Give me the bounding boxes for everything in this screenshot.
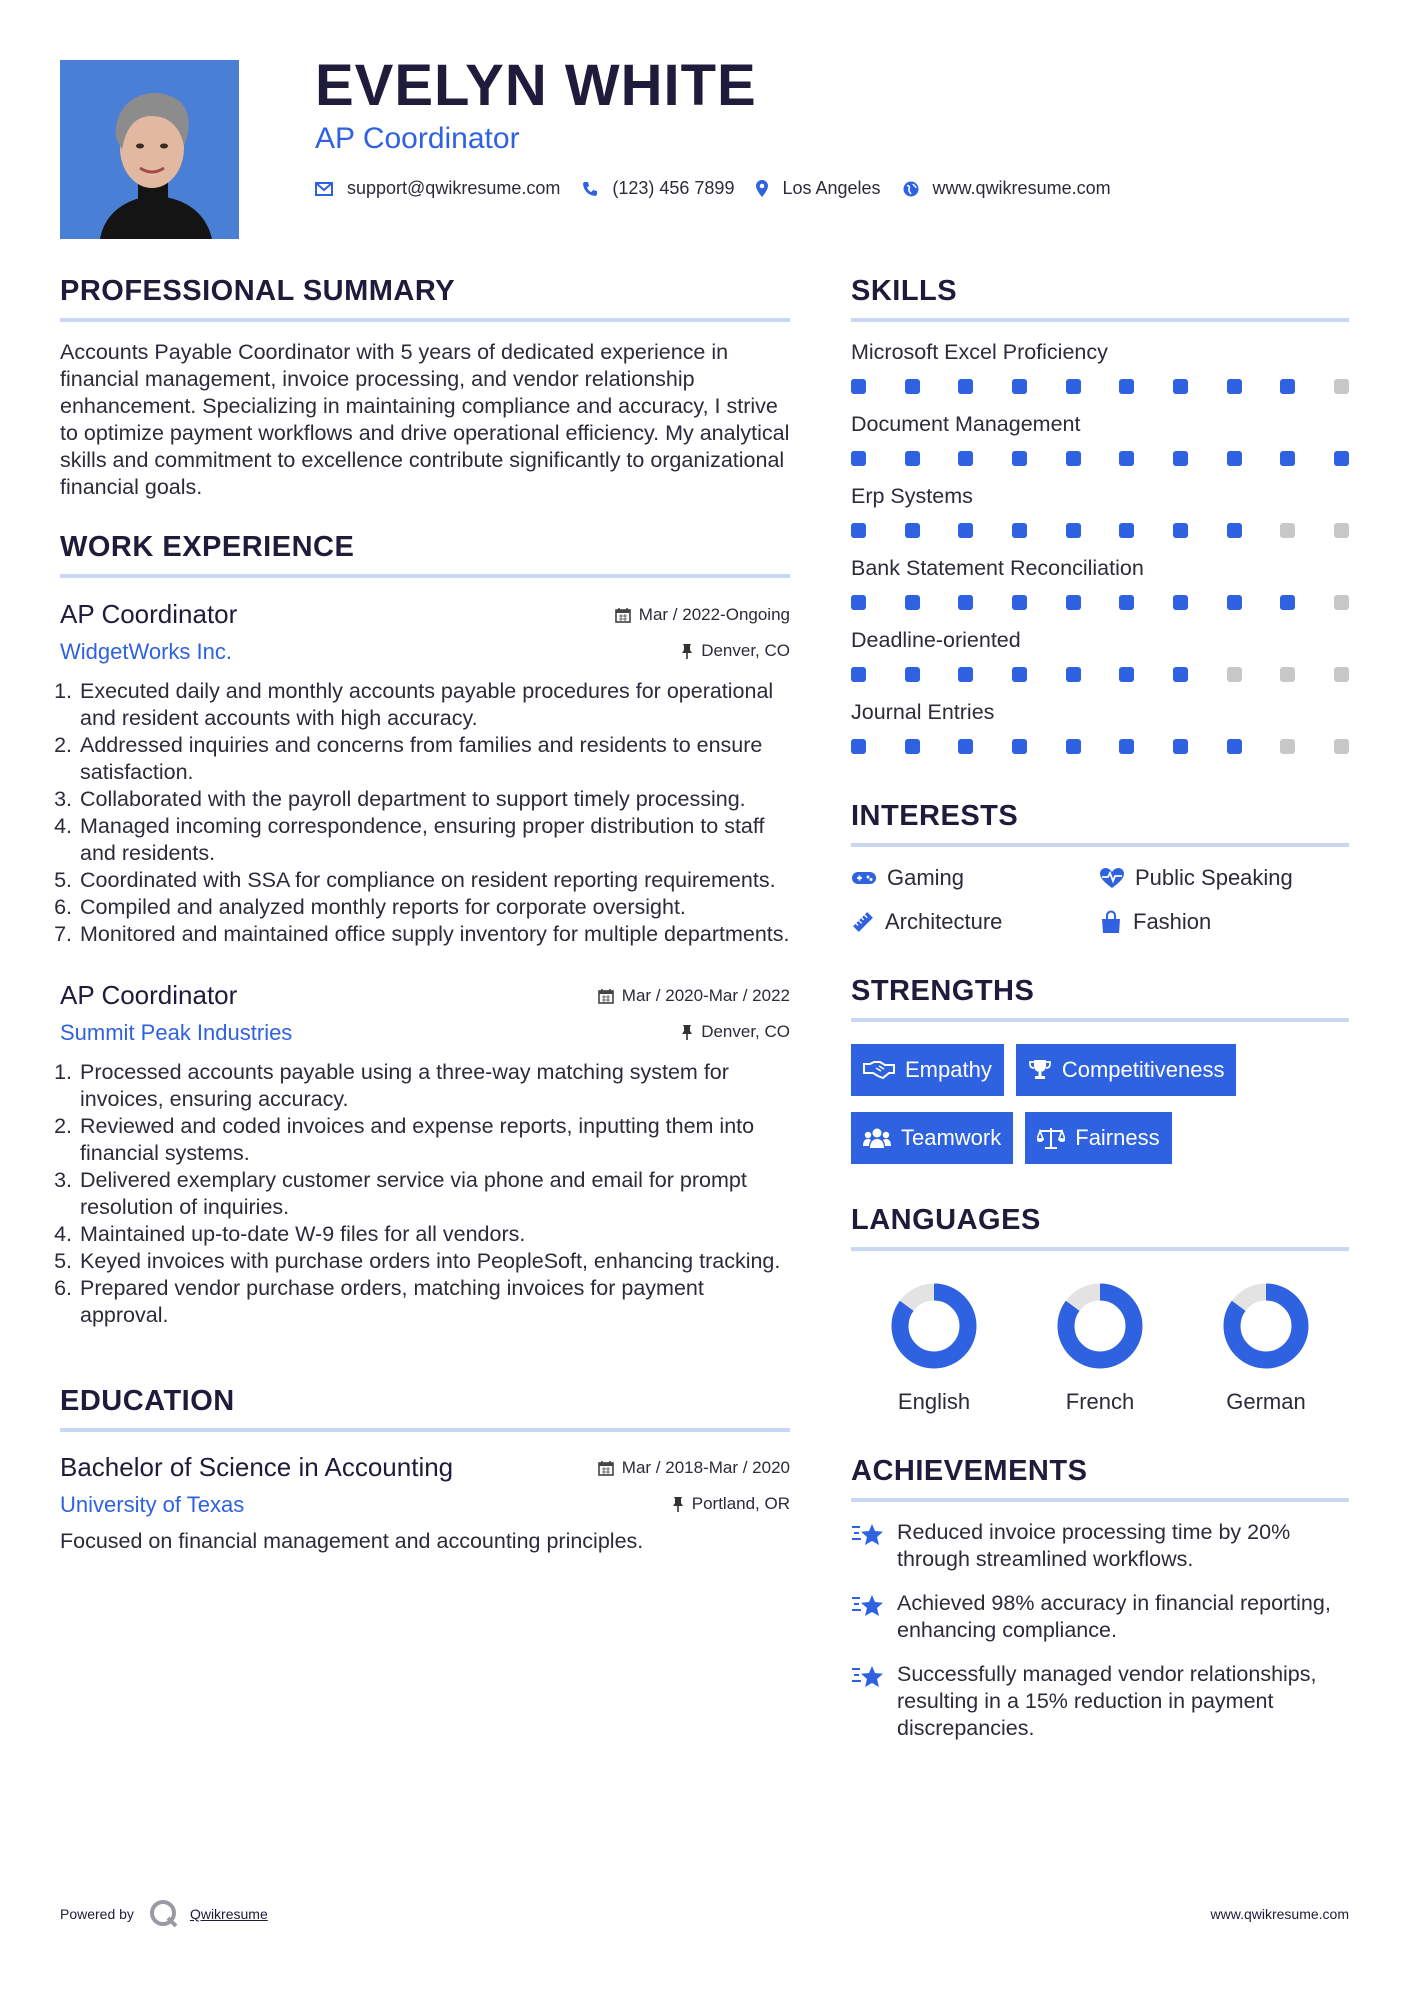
skill-dot-filled [1119,523,1134,538]
summary-text: Accounts Payable Coordinator with 5 years of dedicated experience in financial management, invoice processing, and vendor relationship enhancement. Specializing in maintaining compliance and accuracy, I strive to optimize payment workflows and drive operational efficiency. My analytical skills and commitment to excellence contribute significantly to organizational financial goals. [60,340,790,499]
heartbeat-icon [1099,867,1125,889]
job-title: AP Coordinator [60,599,238,629]
skill-dot-empty [1280,739,1295,754]
skill-dot-filled [1012,523,1027,538]
strengths-heading: STRENGTHS [851,975,1349,1022]
job-location-text: Denver, CO [701,641,790,660]
calendar-icon [615,607,631,623]
job-date [598,986,790,1006]
location-text: Los Angeles [782,178,881,198]
strength-tag [851,1112,1013,1164]
job-location-text: Denver, CO [701,1022,790,1041]
skill-dot-filled [1012,451,1027,466]
strength-label: Fairness [1075,1125,1160,1150]
skill-dot-filled [1173,595,1188,610]
skill-item [851,628,1349,682]
duties-list [60,1059,790,1329]
map-marker-icon [756,180,768,197]
languages-list [851,1281,1349,1415]
skill-dot-filled [1173,739,1188,754]
skill-dot-empty [1334,739,1349,754]
education-entry [60,1452,790,1555]
education-location-text: Portland, OR [691,1494,790,1513]
calendar-icon [598,988,614,1004]
duty-item: 2. Reviewed and coded invoices and expense reports, inputting them into financial systems. [78,1113,790,1167]
language-level-ring [1221,1281,1311,1371]
skill-dot-filled [851,379,866,394]
language-item [851,1281,1017,1415]
skill-name: Document Management [851,412,1081,436]
candidate-name: EVELYN WHITE [315,53,757,118]
strength-tag [1025,1112,1171,1164]
left-column [60,275,790,1555]
duty-item: 4. Maintained up-to-date W-9 files for all vendors. [78,1221,790,1248]
skill-dot-filled [1066,451,1081,466]
education-description: Focused on financial management and accounting principles. [60,1529,644,1553]
achievement-text: Achieved 98% accuracy in financial reporting, enhancing compliance. [897,1591,1331,1642]
duty-item: 1. Executed daily and monthly accounts payable procedures for operational and resident accounts with high accuracy. [78,678,790,732]
skill-dot-filled [1280,379,1295,394]
skill-rating [851,667,1349,682]
experience-heading: WORK EXPERIENCE [60,531,790,578]
strengths-list [851,1044,1349,1164]
skill-dot-filled [905,595,920,610]
achievements-list [851,1519,1349,1742]
skill-dot-filled [1066,739,1081,754]
shooting-star-icon [851,1592,885,1620]
skill-dot-filled [958,379,973,394]
skill-name: Bank Statement Reconciliation [851,556,1144,580]
skill-dot-filled [905,451,920,466]
language-name: German [1226,1389,1306,1414]
job-title: AP Coordinator [60,980,238,1010]
skill-dot-filled [958,667,973,682]
duty-item: 3. Delivered exemplary customer service via phone and email for prompt resolution of inquiries. [78,1167,790,1221]
strength-tag [1016,1044,1237,1096]
skill-dot-filled [1227,739,1242,754]
language-item [1183,1281,1349,1415]
skill-dot-filled [1119,667,1134,682]
ruler-icon [851,910,875,934]
interest-item [1099,909,1349,935]
interests-list [851,865,1349,935]
skill-name: Journal Entries [851,700,995,724]
skill-dot-empty [1280,667,1295,682]
skill-dot-filled [1012,595,1027,610]
job-entry [60,980,790,1329]
summary-heading: PROFESSIONAL SUMMARY [60,275,790,322]
footer-powered-by [60,1898,268,1930]
contact-email[interactable] [315,178,560,199]
language-level-ring [1055,1281,1145,1371]
language-level-ring [889,1281,979,1371]
duty-item: 6. Compiled and analyzed monthly reports for corporate oversight. [78,894,790,921]
skill-dot-filled [851,739,866,754]
skill-dot-filled [851,667,866,682]
education-heading: EDUCATION [60,1385,790,1432]
skill-dot-filled [958,739,973,754]
skill-dot-filled [1119,595,1134,610]
duty-item: 4. Managed incoming correspondence, ensuring proper distribution to staff and residents. [78,813,790,867]
skill-dot-filled [958,523,973,538]
shooting-star-icon [851,1663,885,1691]
right-column [851,275,1349,1742]
skill-dot-filled [1012,667,1027,682]
skill-name: Microsoft Excel Proficiency [851,340,1108,364]
skill-dot-filled [1066,595,1081,610]
shooting-star-icon [851,1521,885,1549]
school-name: University of Texas [60,1492,245,1517]
skill-item [851,484,1349,538]
job-entry [60,599,790,948]
skill-dot-filled [958,451,973,466]
skill-dot-filled [1119,739,1134,754]
achievements-heading: ACHIEVEMENTS [851,1455,1349,1502]
interests-heading: INTERESTS [851,800,1349,847]
interest-item [851,909,1099,935]
skill-name: Deadline-oriented [851,628,1021,652]
users-icon [863,1127,891,1149]
duty-item: 2. Addressed inquiries and concerns from families and residents to ensure satisfaction. [78,732,790,786]
phone-text: (123) 456 7899 [612,178,735,198]
skill-dot-filled [1012,379,1027,394]
skill-dot-empty [1334,379,1349,394]
skill-rating [851,379,1349,394]
globe-icon [903,181,919,197]
interest-label: Fashion [1133,909,1212,934]
contact-phone[interactable] [582,178,734,199]
achievement-item [851,1590,1349,1644]
language-item [1017,1281,1183,1415]
gamepad-icon [851,870,877,886]
job-location [681,641,790,661]
skill-dot-filled [1173,667,1188,682]
duty-item: 1. Processed accounts payable using a three-way matching system for invoices, ensuring accuracy. [78,1059,790,1113]
interest-item [1099,865,1349,891]
skills-heading: SKILLS [851,275,1349,322]
skill-dot-filled [1227,523,1242,538]
skill-dot-filled [1173,451,1188,466]
balance-scale-icon [1037,1126,1065,1150]
skill-item [851,412,1349,466]
skill-dot-filled [1066,667,1081,682]
duties-list [60,678,790,948]
skill-dot-empty [1280,523,1295,538]
strength-label: Empathy [905,1057,992,1082]
skill-dot-filled [1227,595,1242,610]
achievement-item [851,1661,1349,1742]
skill-dot-filled [1119,451,1134,466]
skill-dot-empty [1227,667,1242,682]
contact-location [756,178,880,199]
profile-photo [60,60,239,239]
website-text: www.qwikresume.com [932,178,1111,198]
handshake-icon [863,1060,895,1080]
education-date-text: Mar / 2018-Mar / 2020 [621,1458,790,1477]
skill-dot-filled [1334,451,1349,466]
trophy-icon [1028,1059,1052,1081]
qwikresume-logo-icon [148,1898,180,1930]
pushpin-icon [672,1496,684,1512]
skill-dot-filled [1066,523,1081,538]
achievement-item [851,1519,1349,1573]
degree-title: Bachelor of Science in Accounting [60,1452,454,1482]
brand-link[interactable]: Qwikresume [189,1906,268,1922]
skill-dot-filled [851,523,866,538]
powered-by-label: Powered by [60,1906,134,1922]
skill-dot-empty [1334,523,1349,538]
job-location [681,1022,790,1042]
skill-dot-filled [1227,451,1242,466]
job-date-text: Mar / 2020-Mar / 2022 [621,986,790,1005]
candidate-title: AP Coordinator [315,122,520,155]
envelope-icon [315,182,333,196]
skill-dot-filled [851,451,866,466]
skill-name: Erp Systems [851,484,973,508]
duty-item: 3. Collaborated with the payroll department to support timely processing. [78,786,790,813]
strength-label: Teamwork [901,1125,1002,1150]
shopping-bag-icon [1099,910,1123,934]
duty-item: 5. Keyed invoices with purchase orders into PeopleSoft, enhancing tracking. [78,1248,790,1275]
contact-bar [315,178,1133,199]
company-name: WidgetWorks Inc. [60,639,232,664]
footer-url[interactable]: www.qwikresume.com [1210,1906,1349,1922]
skill-dot-filled [1066,379,1081,394]
skill-dot-filled [905,739,920,754]
skill-item [851,700,1349,754]
languages-heading: LANGUAGES [851,1204,1349,1251]
skill-rating [851,595,1349,610]
skill-dot-filled [1119,379,1134,394]
phone-icon [582,181,598,197]
job-date [615,605,790,625]
skill-rating [851,451,1349,466]
skill-dot-empty [1334,667,1349,682]
interest-label: Public Speaking [1135,865,1293,890]
skill-dot-filled [958,595,973,610]
skill-dot-filled [1173,379,1188,394]
interest-label: Architecture [885,909,1003,934]
job-date-text: Mar / 2022-Ongoing [638,605,790,624]
interest-item [851,865,1099,891]
skill-dot-filled [1280,595,1295,610]
skill-item [851,556,1349,610]
skill-dot-filled [905,667,920,682]
skill-dot-filled [1173,523,1188,538]
skills-list [851,340,1349,754]
skill-dot-empty [1334,595,1349,610]
achievement-text: Reduced invoice processing time by 20% through streamlined workflows. [897,1520,1291,1571]
skill-rating [851,523,1349,538]
language-name: English [897,1389,971,1414]
calendar-icon [598,1460,614,1476]
education-location [672,1494,790,1514]
skill-item [851,340,1349,394]
strength-tag [851,1044,1004,1096]
interest-label: Gaming [887,865,965,890]
skill-dot-filled [905,523,920,538]
pushpin-icon [681,1024,693,1040]
skill-dot-filled [851,595,866,610]
email-text: support@qwikresume.com [347,178,561,198]
duty-item: 5. Coordinated with SSA for compliance on resident reporting requirements. [78,867,790,894]
skill-dot-filled [1280,451,1295,466]
achievement-text: Successfully managed vendor relationships, resulting in a 15% reduction in payment discrepancies. [897,1662,1317,1740]
pushpin-icon [681,643,693,659]
skill-dot-filled [1012,739,1027,754]
skill-dot-filled [1227,379,1242,394]
company-name: Summit Peak Industries [60,1020,293,1045]
strength-label: Competitiveness [1061,1057,1225,1082]
language-name: French [1065,1389,1135,1414]
duty-item: 6. Prepared vendor purchase orders, matching invoices for payment approval. [78,1275,790,1329]
duty-item: 7. Monitored and maintained office supply inventory for multiple departments. [78,921,790,948]
contact-website[interactable] [903,178,1111,199]
skill-dot-filled [905,379,920,394]
skill-rating [851,739,1349,754]
education-date [598,1458,790,1478]
